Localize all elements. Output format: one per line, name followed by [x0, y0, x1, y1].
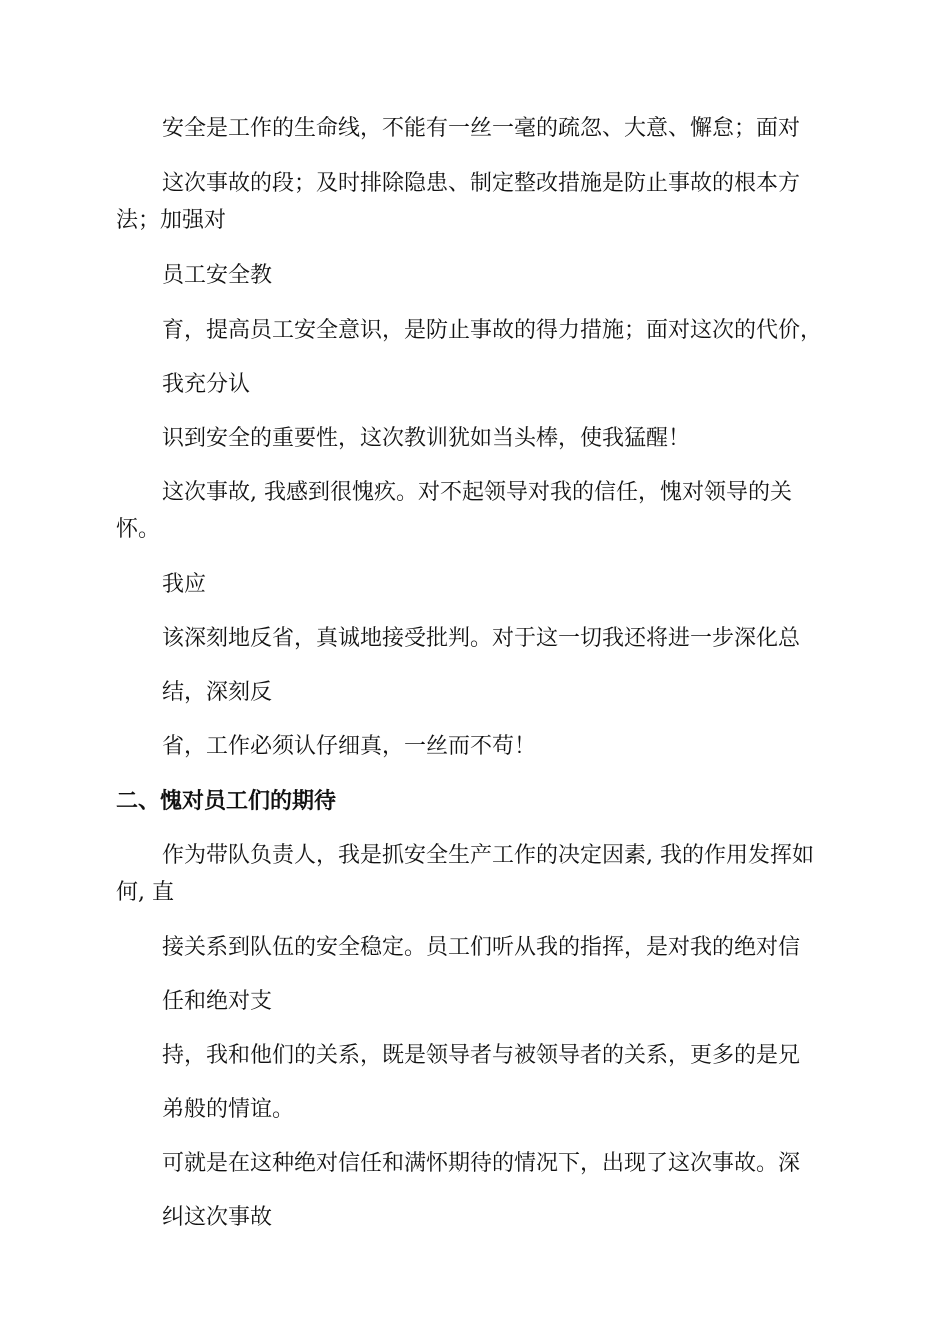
paragraph-line: 何, 直: [116, 880, 174, 905]
paragraph-line: 可就是在这种绝对信任和满怀期待的情况下，出现了这次事故。深: [162, 1151, 801, 1176]
paragraph-line: 纠这次事故: [162, 1205, 273, 1230]
paragraph-line: 结，深刻反: [162, 680, 273, 705]
paragraph-line: 作为带队负责人，我是抓安全生产工作的决定因素, 我的作用发挥如: [162, 843, 814, 868]
paragraph-line: 我充分认: [162, 372, 251, 397]
paragraph-line: 这次事故的段；及时排除隐患、制定整改措施是防止事故的根本方: [162, 171, 801, 196]
paragraph-line: 省，工作必须认仔细真，一丝而不苟！: [162, 734, 537, 759]
paragraph-line: 怀。: [116, 517, 161, 542]
paragraph-line: 这次事故, 我感到很愧疚。对不起领导对我的信任，愧对领导的关: [162, 480, 792, 505]
paragraph-line: 该深刻地反省，真诚地接受批判。对于这一切我还将进一步深化总: [162, 626, 801, 651]
section-heading: 二、愧对员工们的期待: [116, 789, 337, 814]
paragraph-line: 安全是工作的生命线，不能有一丝一毫的疏忽、大意、懈怠；面对: [162, 116, 801, 141]
paragraph-line: 弟般的情谊。: [162, 1097, 295, 1122]
paragraph-line: 识到安全的重要性，这次教训犹如当头棒，使我猛醒！: [162, 426, 691, 451]
paragraph-line: 接关系到队伍的安全稳定。员工们听从我的指挥，是对我的绝对信: [162, 935, 801, 960]
paragraph-line: 育，提高员工安全意识，是防止事故的得力措施；面对这次的代价，: [162, 318, 823, 343]
paragraph-line: 员工安全教: [162, 263, 273, 288]
paragraph-line: 法；加强对: [116, 208, 227, 233]
paragraph-line: 我应: [162, 572, 207, 597]
paragraph-line: 持，我和他们的关系，既是领导者与被领导者的关系，更多的是兄: [162, 1043, 801, 1068]
paragraph-line: 任和绝对支: [162, 989, 273, 1014]
